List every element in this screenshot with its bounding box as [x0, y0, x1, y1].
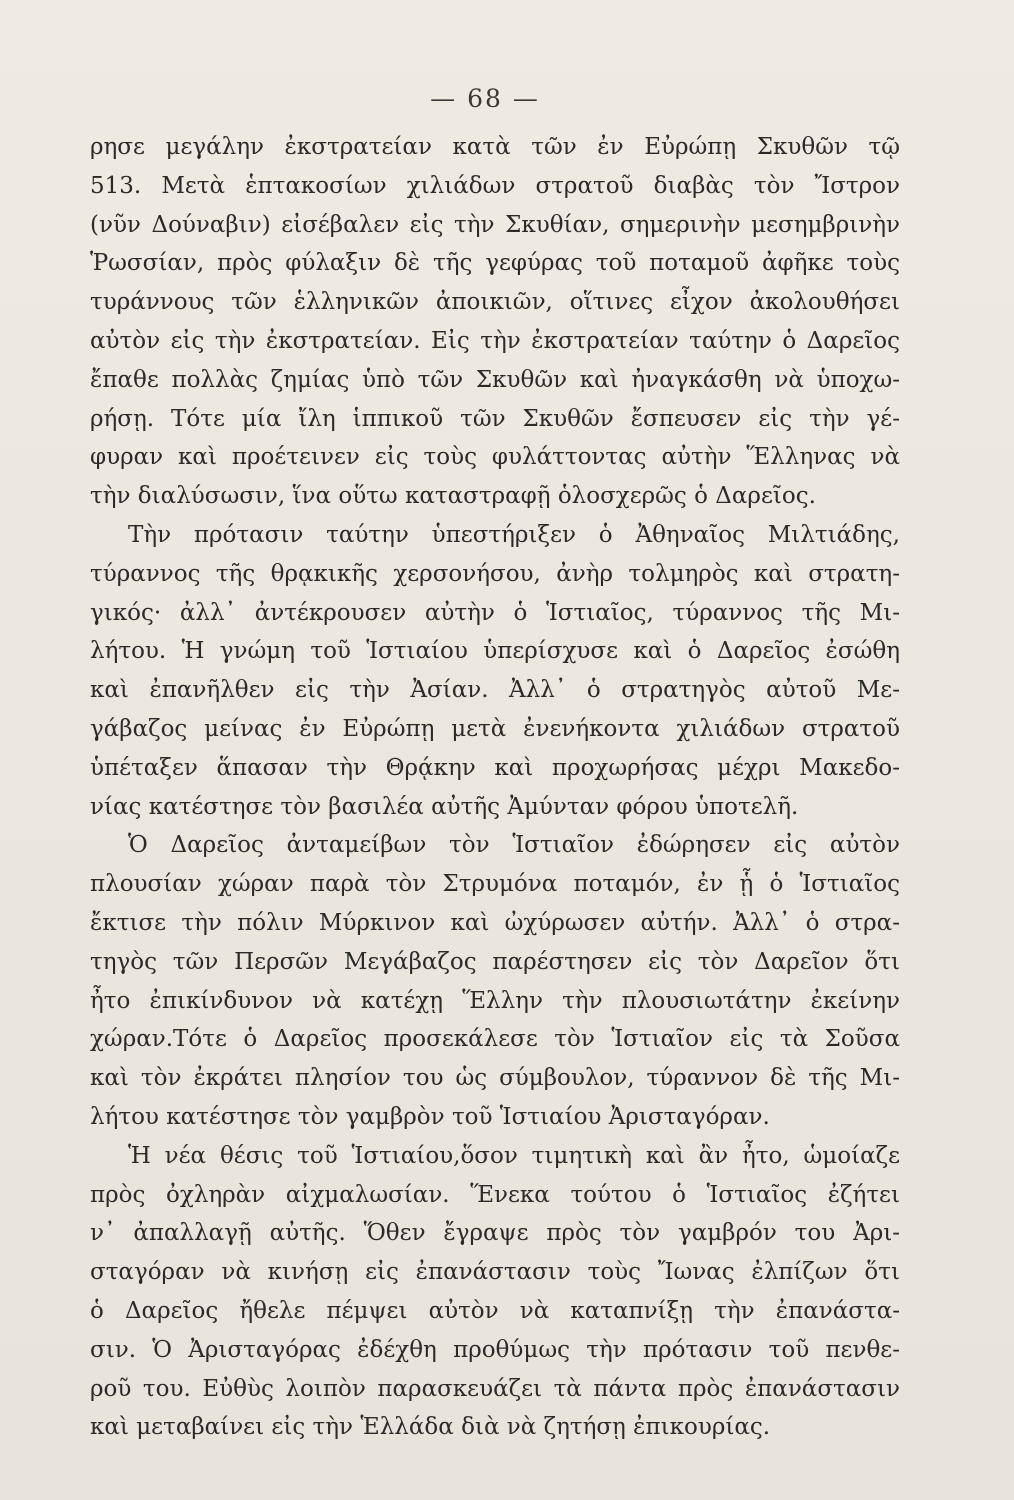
page-number: — 68 — [430, 84, 540, 113]
text-line: τύραννος τῆς θρᾳκικῆς χερσονήσου, ἀνὴρ τολμηρὸς καὶ στρατη- [90, 560, 900, 587]
paragraph-1 [90, 128, 900, 516]
text-line: πλουσίαν χώραν παρὰ τὸν Στρυμόνα ποταμόν, ἐν ᾗ ὁ Ἱστιαῖος [90, 871, 900, 898]
text-line: νίας κατέστησε τὸν βασιλέα αὐτῆς Ἀμύνταν φόρου ὑποτελῆ. [90, 793, 799, 820]
text-line: ρήσῃ. Τότε μία ἴλη ἱππικοῦ τῶν Σκυθῶν ἔσπευσεν εἰς τὴν γέ- [90, 405, 900, 432]
paragraph-3 [90, 826, 900, 1136]
text-line: Ἡ νέα θέσις τοῦ Ἱστιαίου,ὅσον τιμητικὴ καὶ ἂν ἦτο, ὡμοίαζε [128, 1142, 900, 1169]
text-line: ἔκτισε τὴν πόλιν Μύρκινον καὶ ὠχύρωσεν αὐτήν. Ἀλλ᾽ ὁ στρα- [90, 909, 900, 936]
text-line: ροῦ του. Εὐθὺς λοιπὸν παρασκευάζει τὰ πάντα πρὸς ἐπανάστασιν [90, 1375, 900, 1402]
text-line: Ῥωσσίαν, πρὸς φύλαξιν δὲ τῆς γεφύρας τοῦ ποταμοῦ ἀφῆκε τοὺς [90, 250, 900, 277]
text-line: σταγόραν νὰ κινήσῃ εἰς ἐπανάστασιν τοὺς Ἴωνας ἐλπίζων ὅτι [90, 1259, 900, 1286]
text-line: ἦτο ἐπικίνδυνον νὰ κατέχῃ Ἕλλην τὴν πλουσιωτάτην ἐκείνην [90, 987, 900, 1014]
text-line: σιν. Ὁ Ἀρισταγόρας ἐδέχθη προθύμως τὴν πρότασιν τοῦ πενθε- [90, 1336, 900, 1363]
text-line: 513. Μετὰ ἑπτακοσίων χιλιάδων στρατοῦ διαβὰς τὸν Ἴστρον [90, 172, 900, 199]
text-line: πρὸς ὀχληρὰν αἰχμαλωσίαν. Ἕνεκα τούτου ὁ Ἱστιαῖος ἐζήτει [90, 1181, 900, 1208]
text-line: γάβαζος μείνας ἐν Εὐρώπῃ μετὰ ἐνενήκοντα χιλιάδων στρατοῦ [90, 715, 900, 742]
text-line: χώραν.Τότε ὁ Δαρεῖος προσεκάλεσε τὸν Ἱστιαῖον εἰς τὰ Σοῦσα [90, 1026, 900, 1053]
paragraph-2 [90, 516, 900, 826]
text-line: καὶ ἐπανῆλθεν εἰς τὴν Ἀσίαν. Ἀλλ᾽ ὁ στρατηγὸς αὐτοῦ Με- [90, 677, 900, 704]
text-line: καὶ μεταβαίνει εἰς τὴν Ἑλλάδα διὰ νὰ ζητήσῃ ἐπικουρίας. [90, 1414, 771, 1441]
body-text [90, 128, 900, 1447]
text-line: τυράννους τῶν ἑλληνικῶν ἀποικιῶν, οἵτινες εἶχον ἀκολουθήσει [90, 289, 900, 316]
paragraph-4 [90, 1137, 900, 1447]
text-line: λήτου κατέστησε τὸν γαμβρὸν τοῦ Ἱστιαίου Ἀρισταγόραν. [90, 1103, 770, 1130]
text-line: λήτου. Ἡ γνώμη τοῦ Ἱστιαίου ὑπερίσχυσε καὶ ὁ Δαρεῖος ἐσώθη [90, 638, 900, 665]
text-line: ν᾽ ἀπαλλαγῇ αὐτῆς. Ὅθεν ἔγραψε πρὸς τὸν γαμβρόν του Ἀρι- [90, 1220, 900, 1247]
text-line: (νῦν Δούναβιν) εἰσέβαλεν εἰς τὴν Σκυθίαν, σημερινὴν μεσημβρινὴν [90, 211, 900, 238]
text-line: ρησε μεγάλην ἐκστρατείαν κατὰ τῶν ἐν Εὐρώπῃ Σκυθῶν τῷ [90, 134, 900, 160]
text-line: ἔπαθε πολλὰς ζημίας ὑπὸ τῶν Σκυθῶν καὶ ἠναγκάσθη νὰ ὑποχω- [90, 366, 900, 393]
text-line: ὑπέταξεν ἅπασαν τὴν Θρᾴκην καὶ προχωρήσας μέχρι Μακεδο- [90, 754, 900, 781]
text-line: ὁ Δαρεῖος ἤθελε πέμψει αὐτὸν νὰ καταπνίξῃ τὴν ἐπανάστα- [90, 1297, 900, 1324]
text-line: τηγὸς τῶν Περσῶν Μεγάβαζος παρέστησεν εἰς τὸν Δαρεῖον ὅτι [90, 948, 900, 975]
text-line: καὶ τὸν ἐκράτει πλησίον του ὡς σύμβουλον, τύραννον δὲ τῆς Μι- [90, 1065, 900, 1092]
text-line: φυραν καὶ προέτεινεν εἰς τοὺς φυλάττοντας αὐτὴν Ἕλληνας νὰ [90, 444, 900, 471]
text-line: τὴν διαλύσωσιν, ἵνα οὕτω καταστραφῇ ὁλοσχερῶς ὁ Δαρεῖος. [90, 483, 816, 510]
text-line: Ὁ Δαρεῖος ἀνταμείβων τὸν Ἱστιαῖον ἐδώρησεν εἰς αὐτὸν [128, 832, 900, 859]
text-line: αὐτὸν εἰς τὴν ἐκστρατείαν. Εἰς τὴν ἐκστρατείαν ταύτην ὁ Δαρεῖος [90, 327, 900, 354]
text-line: γικός· ἀλλ᾽ ἀντέκρουσεν αὐτὴν ὁ Ἱστιαῖος, τύραννος τῆς Μι- [90, 599, 900, 626]
text-line: Τὴν πρότασιν ταύτην ὑπεστήριξεν ὁ Ἀθηναῖος Μιλτιάδης, [128, 521, 900, 548]
